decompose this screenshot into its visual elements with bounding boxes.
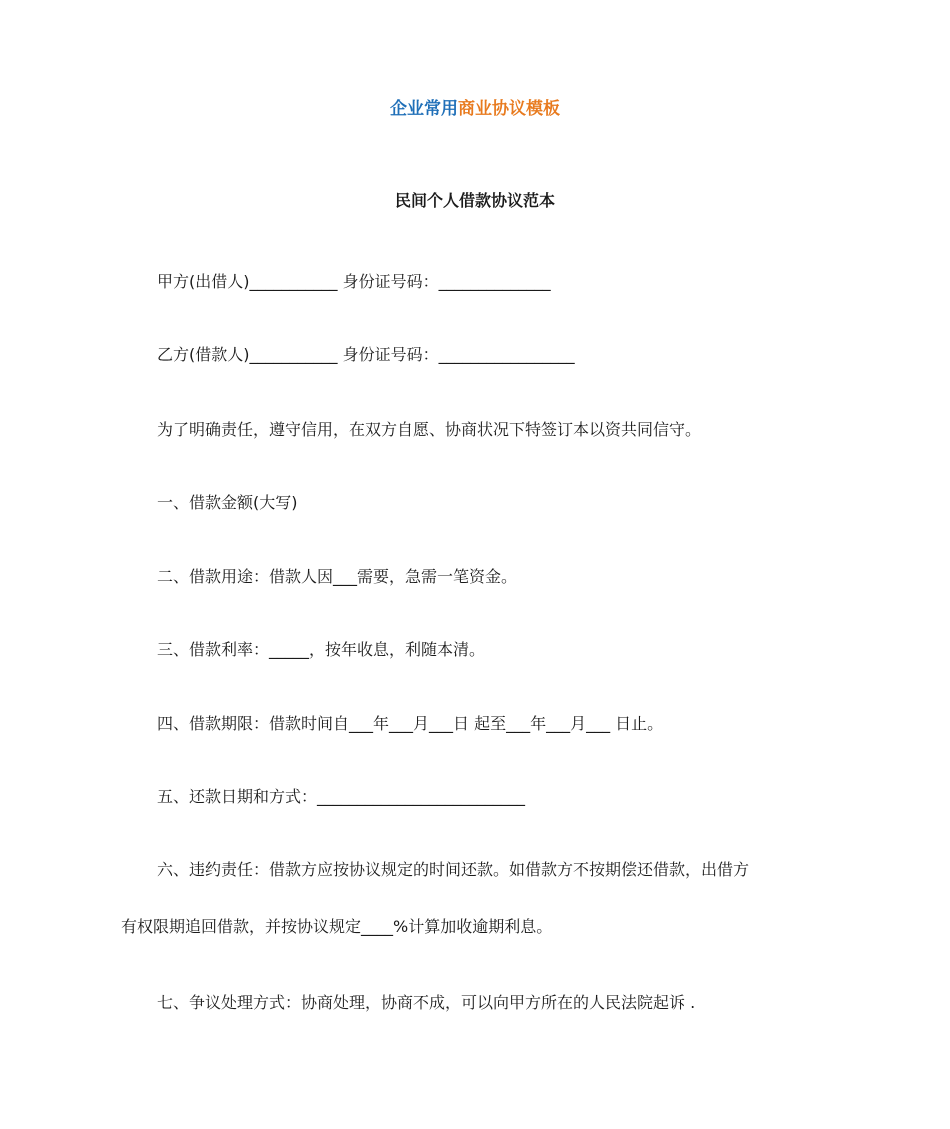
header-title-part2: 商业协议模板: [458, 99, 560, 119]
header-title-part1: 企业常用: [390, 99, 458, 119]
clause-2-purpose: 二、借款用途：借款人因___需要，急需一笔资金。: [157, 567, 518, 586]
clause-3-rate: 三、借款利率：_____，按年收息，利随本清。: [157, 640, 486, 659]
clause-5-repayment: 五、还款日期和方式：__________________________: [157, 787, 526, 806]
header-title: [0, 97, 950, 121]
clause-7-dispute: 七、争议处理方式：协商处理，协商不成，可以向甲方所在的人民法院起诉 .: [157, 993, 696, 1012]
clause-6-liability-continued: 有权限期追回借款，并按协议规定____%计算加收逾期利息。: [121, 917, 553, 936]
party-a-line: 甲方(出借人)___________ 身份证号码：______________: [157, 272, 551, 291]
party-b-line: 乙方(借款人)___________ 身份证号码：_________________: [157, 345, 575, 364]
preamble-line: 为了明确责任，遵守信用，在双方自愿、协商状况下特签订本以资共同信守。: [157, 420, 702, 439]
clause-1-amount: 一、借款金额(大写): [157, 493, 298, 512]
clause-6-liability: 六、违约责任：借款方应按协议规定的时间还款。如借款方不按期偿还借款，出借方: [157, 860, 750, 879]
document-title: 民间个人借款协议范本: [394, 191, 555, 210]
clause-4-term: 四、借款期限：借款时间自___年___月___日 起至___年___月___ 日止。: [157, 714, 664, 733]
